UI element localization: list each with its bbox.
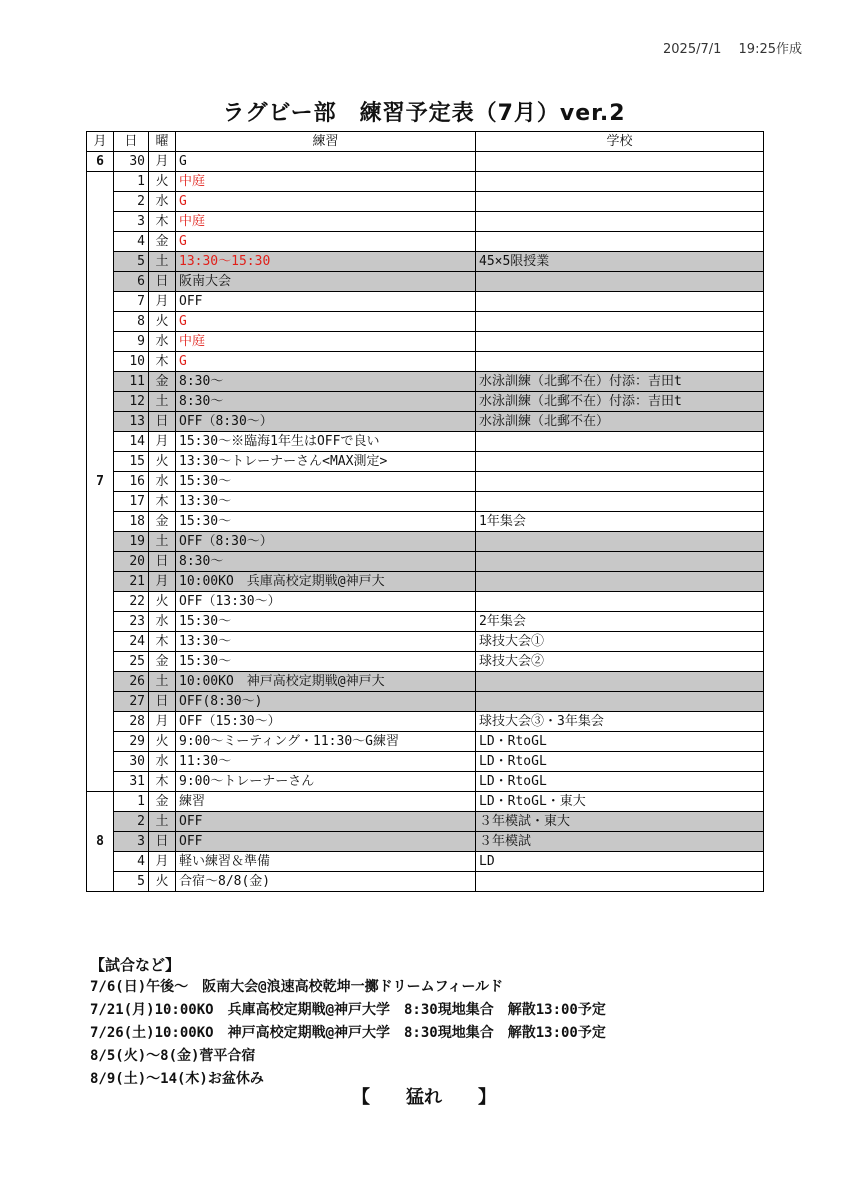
practice-cell: OFF（8:30～） [176,532,476,552]
day-cell: 2 [114,192,149,212]
month-cell: 7 [87,172,114,792]
weekday-cell: 木 [149,212,176,232]
practice-cell: 15:30～ [176,652,476,672]
table-row [87,672,764,692]
practice-cell: 11:30～ [176,752,476,772]
day-cell: 30 [114,752,149,772]
table-row [87,832,764,852]
day-cell: 28 [114,712,149,732]
weekday-cell: 日 [149,412,176,432]
table-row [87,532,764,552]
table-header-row [87,132,764,152]
practice-cell: G [176,352,476,372]
match-line: 7/26(土)10:00KO 神戸高校定期戦@神戸大学 8:30現地集合 解散13:00予定 [90,1025,606,1041]
weekday-cell: 金 [149,512,176,532]
weekday-cell: 火 [149,592,176,612]
school-cell: ３年模試 [476,832,764,852]
table-row [87,732,764,752]
school-cell [476,192,764,212]
school-cell [476,212,764,232]
day-cell: 4 [114,852,149,872]
day-cell: 2 [114,812,149,832]
weekday-cell: 月 [149,432,176,452]
weekday-cell: 木 [149,492,176,512]
header-weekday: 曜 [149,132,176,152]
practice-cell: OFF [176,832,476,852]
schedule-table [86,131,764,892]
weekday-cell: 月 [149,292,176,312]
day-cell: 8 [114,312,149,332]
table-row [87,272,764,292]
school-cell: 45×5限授業 [476,252,764,272]
school-cell [476,692,764,712]
month-cell: 6 [87,152,114,172]
practice-cell: 阪南大会 [176,272,476,292]
school-cell [476,552,764,572]
school-cell: ３年模試・東大 [476,812,764,832]
school-cell: 球技大会② [476,652,764,672]
practice-cell: 8:30～ [176,372,476,392]
table-row [87,632,764,652]
day-cell: 20 [114,552,149,572]
weekday-cell: 土 [149,392,176,412]
day-cell: 1 [114,792,149,812]
table-row [87,152,764,172]
practice-cell: OFF(8:30～) [176,692,476,712]
practice-cell: G [176,152,476,172]
header-month: 月 [87,132,114,152]
table-row [87,452,764,472]
school-cell [476,672,764,692]
practice-cell: 中庭 [176,172,476,192]
weekday-cell: 日 [149,552,176,572]
table-row [87,852,764,872]
table-row [87,432,764,452]
table-row [87,472,764,492]
practice-cell: 15:30～ [176,612,476,632]
practice-cell: 13:30～ [176,492,476,512]
practice-cell: 8:30～ [176,552,476,572]
header-day: 日 [114,132,149,152]
day-cell: 9 [114,332,149,352]
match-line: 7/6(日)午後～ 阪南大会@浪速高校乾坤一擲ドリームフィールド [90,979,504,995]
school-cell: 球技大会① [476,632,764,652]
day-cell: 29 [114,732,149,752]
day-cell: 6 [114,272,149,292]
practice-cell: 9:00～ミーティング・11:30～G練習 [176,732,476,752]
table-row [87,412,764,432]
weekday-cell: 月 [149,712,176,732]
match-line: 8/9(土)～14(木)お盆休み [90,1071,264,1087]
practice-cell: 15:30～ [176,512,476,532]
practice-cell: OFF（15:30～） [176,712,476,732]
weekday-cell: 金 [149,652,176,672]
table-row [87,212,764,232]
schedule-body [87,152,764,892]
day-cell: 18 [114,512,149,532]
table-row [87,512,764,532]
table-row [87,352,764,372]
matches-section [90,954,606,1091]
day-cell: 25 [114,652,149,672]
practice-cell: 練習 [176,792,476,812]
day-cell: 17 [114,492,149,512]
practice-cell: 8:30～ [176,392,476,412]
table-row [87,372,764,392]
table-row [87,492,764,512]
practice-cell: 13:30～ [176,632,476,652]
day-cell: 3 [114,212,149,232]
practice-cell: 15:30～※臨海1年生はOFFで良い [176,432,476,452]
school-cell: 2年集会 [476,612,764,632]
matches-heading: 【試合など】 [90,956,181,974]
weekday-cell: 木 [149,352,176,372]
created-timestamp: 2025/7/1 19:25作成 [663,42,802,57]
day-cell: 23 [114,612,149,632]
day-cell: 4 [114,232,149,252]
practice-cell: G [176,232,476,252]
practice-cell: G [176,192,476,212]
weekday-cell: 月 [149,152,176,172]
practice-cell: 13:30～トレーナーさん<MAX測定> [176,452,476,472]
table-row [87,752,764,772]
table-row [87,292,764,312]
weekday-cell: 土 [149,672,176,692]
weekday-cell: 日 [149,692,176,712]
practice-cell: OFF（8:30～） [176,412,476,432]
practice-cell: 合宿～8/8(金) [176,872,476,892]
practice-cell: OFF（13:30～） [176,592,476,612]
school-cell [476,172,764,192]
practice-cell: 10:00KO 神戸高校定期戦@神戸大 [176,672,476,692]
school-cell [476,532,764,552]
table-row [87,612,764,632]
table-row [87,872,764,892]
table-row [87,772,764,792]
weekday-cell: 火 [149,872,176,892]
weekday-cell: 土 [149,532,176,552]
table-row [87,312,764,332]
weekday-cell: 金 [149,232,176,252]
table-row [87,572,764,592]
school-cell [476,472,764,492]
table-row [87,392,764,412]
school-cell [476,572,764,592]
table-row [87,552,764,572]
weekday-cell: 水 [149,752,176,772]
weekday-cell: 金 [149,792,176,812]
match-line: 8/5(火)～8(金)菅平合宿 [90,1048,256,1064]
weekday-cell: 木 [149,772,176,792]
school-cell [476,152,764,172]
school-cell [476,872,764,892]
school-cell [476,292,764,312]
day-cell: 16 [114,472,149,492]
school-cell: 1年集会 [476,512,764,532]
table-row [87,792,764,812]
weekday-cell: 水 [149,472,176,492]
weekday-cell: 木 [149,632,176,652]
header-school: 学校 [476,132,764,152]
table-row [87,652,764,672]
day-cell: 1 [114,172,149,192]
day-cell: 30 [114,152,149,172]
day-cell: 21 [114,572,149,592]
match-line: 7/21(月)10:00KO 兵庫高校定期戦@神戸大学 8:30現地集合 解散13:00予定 [90,1002,606,1018]
table-row [87,252,764,272]
day-cell: 12 [114,392,149,412]
weekday-cell: 水 [149,192,176,212]
day-cell: 11 [114,372,149,392]
table-row [87,712,764,732]
day-cell: 5 [114,252,149,272]
day-cell: 5 [114,872,149,892]
practice-cell: 13:30～15:30 [176,252,476,272]
school-cell [476,492,764,512]
school-cell: LD・RtoGL [476,772,764,792]
school-cell [476,592,764,612]
school-cell [476,232,764,252]
weekday-cell: 土 [149,812,176,832]
school-cell [476,452,764,472]
page-title: ラグビー部 練習予定表（7月）ver.2 [222,101,626,126]
table-row [87,172,764,192]
school-cell [476,352,764,372]
school-cell: LD・RtoGL [476,732,764,752]
table-row [87,332,764,352]
weekday-cell: 火 [149,732,176,752]
school-cell [476,432,764,452]
school-cell: LD・RtoGL [476,752,764,772]
practice-cell: OFF [176,292,476,312]
school-cell: 球技大会③・3年集会 [476,712,764,732]
day-cell: 10 [114,352,149,372]
header-practice: 練習 [176,132,476,152]
table-row [87,692,764,712]
table-row [87,812,764,832]
day-cell: 7 [114,292,149,312]
weekday-cell: 日 [149,832,176,852]
month-cell: 8 [87,792,114,892]
weekday-cell: 金 [149,372,176,392]
day-cell: 24 [114,632,149,652]
day-cell: 31 [114,772,149,792]
practice-cell: G [176,312,476,332]
day-cell: 3 [114,832,149,852]
table-row [87,192,764,212]
practice-cell: 中庭 [176,332,476,352]
school-cell: 水泳訓練（北郵不在）付添：吉田t [476,392,764,412]
day-cell: 13 [114,412,149,432]
weekday-cell: 月 [149,852,176,872]
school-cell [476,272,764,292]
day-cell: 22 [114,592,149,612]
practice-cell: 軽い練習＆準備 [176,852,476,872]
school-cell: 水泳訓練（北郵不在）付添：吉田t [476,372,764,392]
school-cell: 水泳訓練（北郵不在） [476,412,764,432]
weekday-cell: 火 [149,452,176,472]
weekday-cell: 土 [149,252,176,272]
practice-cell: 10:00KO 兵庫高校定期戦@神戸大 [176,572,476,592]
weekday-cell: 火 [149,172,176,192]
day-cell: 15 [114,452,149,472]
weekday-cell: 日 [149,272,176,292]
practice-cell: OFF [176,812,476,832]
practice-cell: 15:30～ [176,472,476,492]
day-cell: 27 [114,692,149,712]
school-cell [476,312,764,332]
footer-slogan: 【 猛れ 】 [352,1087,496,1108]
table-row [87,232,764,252]
weekday-cell: 火 [149,312,176,332]
practice-cell: 9:00～トレーナーさん [176,772,476,792]
school-cell: LD [476,852,764,872]
day-cell: 26 [114,672,149,692]
weekday-cell: 月 [149,572,176,592]
school-cell: LD・RtoGL・東大 [476,792,764,812]
school-cell [476,332,764,352]
practice-cell: 中庭 [176,212,476,232]
table-row [87,592,764,612]
day-cell: 14 [114,432,149,452]
weekday-cell: 水 [149,332,176,352]
day-cell: 19 [114,532,149,552]
weekday-cell: 水 [149,612,176,632]
